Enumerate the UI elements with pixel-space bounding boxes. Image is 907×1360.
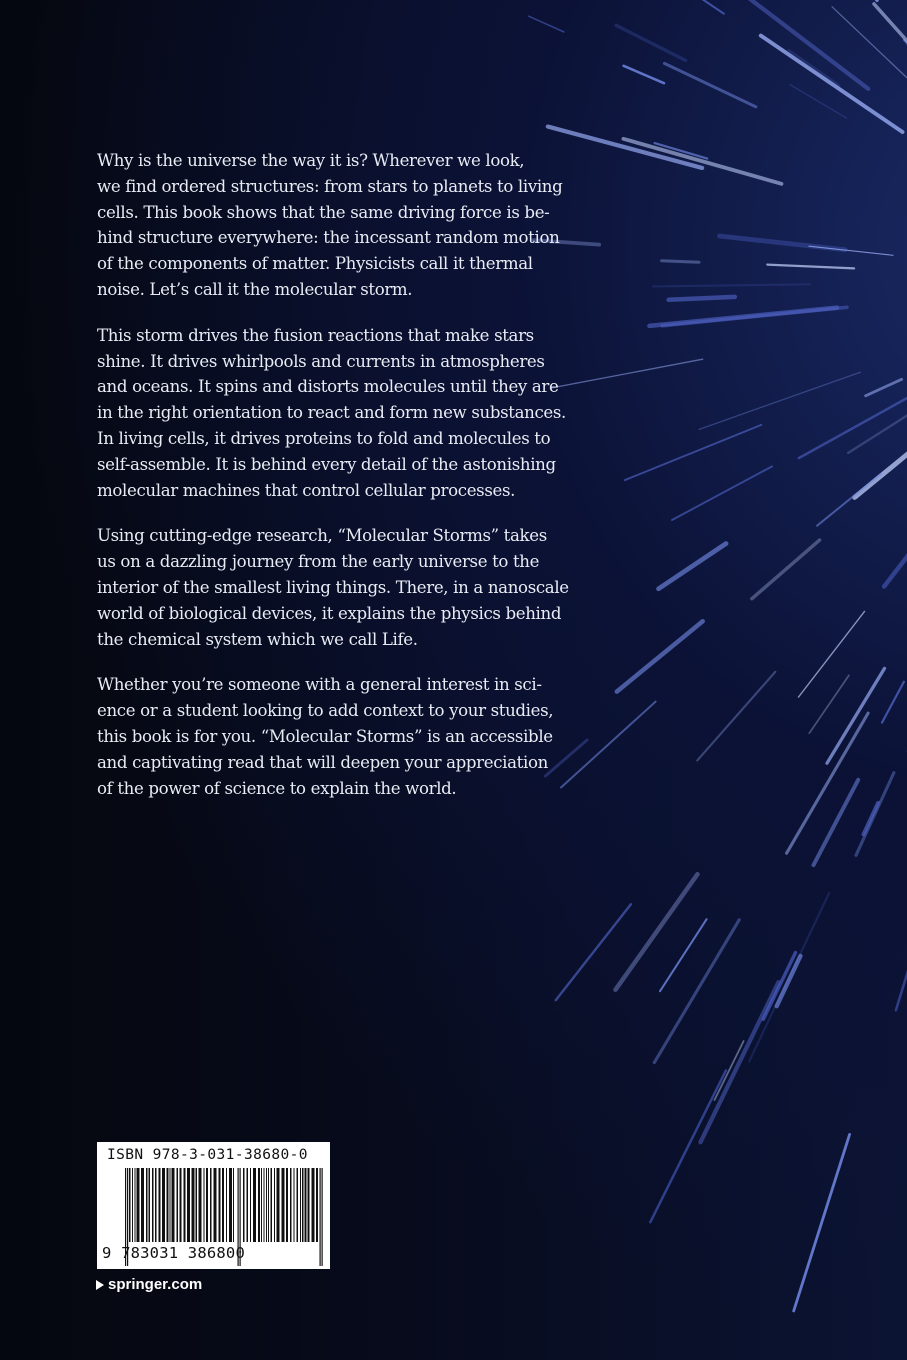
barcode-bar [206,1168,208,1242]
barcode-bar [268,1168,269,1242]
barcode-bar [137,1168,140,1242]
barcode-bar [277,1168,280,1242]
light-streak [789,50,840,85]
barcode-bar [196,1168,198,1242]
barcode-bar [222,1168,224,1242]
barcode-bar [187,1168,190,1242]
light-streak [701,982,779,1142]
barcode-bar [172,1168,175,1242]
barcode-bar [199,1168,202,1242]
light-streak [809,675,849,733]
barcode-bar [312,1168,315,1242]
light-streak [827,668,885,763]
light-streak [659,544,727,589]
barcode-bar [271,1168,273,1242]
blurb-paragraph-3: Using cutting-edge research, “Molecular Storms” takes us on a dazzling journey from the early universe to the interior of the smallest living things. There, in a nanoscale world of biological devices, it explains the physics behind the chemical system which we call Life. [97,526,569,649]
light-streak [699,372,860,429]
barcode-guard-bar [320,1168,321,1266]
barcode-bar [214,1168,217,1242]
light-streak [761,36,903,132]
barcode-bar [297,1168,299,1242]
barcode-bar [258,1168,260,1242]
light-streak [624,66,664,83]
barcode-bar [184,1168,186,1242]
light-streak [654,920,739,1063]
light-streak [669,297,735,300]
barcode-bar [282,1168,285,1242]
light-streak [672,466,772,520]
light-streak [763,953,795,1020]
light-streak [662,261,699,263]
barcode-bar [155,1168,157,1242]
light-streak [896,950,907,1010]
ean-digits: 9 783031 386800 [102,1244,245,1262]
barcode-bar [146,1168,148,1242]
barcode-bar [274,1168,275,1242]
barcode-bar [243,1168,245,1242]
barcode-bar [300,1168,301,1242]
barcode-bar [253,1168,256,1242]
barcode-bar [261,1168,262,1242]
barcode-bar [135,1168,136,1242]
light-streak [650,1071,726,1223]
light-streak [617,621,703,691]
blurb-paragraph-1: Why is the universe the way it is? Wherever we look, we find ordered structures: from stars to planets to living cells. This book shows that the same driving force is be- hind structure everywhere: the incessant random motion of the components of matter. Physicists call it thermal noise. Let’s call it the molecular storm. [97,151,563,299]
light-streak [874,4,907,64]
light-streak [882,682,904,723]
light-streak [832,7,906,78]
barcode-bar [129,1168,131,1242]
barcode-bar [192,1168,195,1242]
barcode-bar [219,1168,221,1242]
barcode-bar [167,1168,169,1242]
light-streak [884,456,907,587]
light-streak [809,246,893,255]
light-streak [662,307,847,326]
light-streak [625,425,762,480]
barcode-bar [266,1168,267,1242]
barcode-bar [305,1168,307,1242]
barcode-bar [170,1168,171,1242]
light-streak [863,803,878,835]
light-streak [529,16,564,32]
barcode-bar [162,1168,165,1242]
barcode-bar [308,1168,310,1242]
barcode-bar [152,1168,154,1242]
website-label: springer.com [108,1276,203,1293]
barcode-bar [159,1168,161,1242]
light-streak [794,1134,850,1311]
barcode-bar [286,1168,288,1242]
barcode-bar [316,1168,318,1242]
light-streak [856,773,894,856]
light-streak [616,25,685,60]
isbn-label: ISBN 978-3-031-38680-0 [107,1147,308,1163]
barcode-bar [247,1168,249,1242]
blurb-paragraph-2: This storm drives the fusion reactions that make stars shine. It drives whirlpools and currents in atmospheres and oceans. It spins and distorts molecules until they are in the right orientation to react and form new substances. In living cells, it drives proteins to fold and molecules to self-assemble. It is behind every detail of the astonishing molecular machines that control cellular processes. [97,325,566,500]
barcode-bar [226,1168,227,1242]
barcode-bar [177,1168,179,1242]
barcode-bar [180,1168,182,1242]
light-streak [767,265,854,269]
light-streak [697,672,775,761]
light-streak [653,284,810,286]
publisher-website[interactable] [96,1276,202,1293]
barcode-bar [132,1168,133,1242]
light-streak [616,874,698,990]
light-streak [623,139,781,184]
barcode-bar [141,1168,144,1242]
barcode-bar [294,1168,295,1242]
light-streak [735,0,868,89]
light-streak [715,1041,744,1100]
light-streak [799,611,865,697]
light-streak [866,379,902,396]
light-streak [660,919,707,991]
light-streak [664,63,755,106]
barcode-bar [290,1168,292,1242]
isbn-barcode [97,1142,330,1269]
barcode-guard-bar [322,1168,323,1266]
barcode-bar [233,1168,234,1242]
barcode-bar [229,1168,232,1242]
barcode-bar [210,1168,212,1242]
barcode-bar [250,1168,251,1242]
blurb-text [97,148,579,821]
barcode-bar [204,1168,205,1242]
light-streak [752,540,820,599]
light-streak [601,0,724,14]
barcode-bar [302,1168,304,1242]
blurb-paragraph-4: Whether you’re someone with a general interest in sci- ence or a student looking to add context to your studies, this book is for you. “Molecular Storms” is an accessible and captivating read that will deepen your appreciation of the power of science to explain the world. [97,675,554,798]
light-streak [817,474,881,526]
barcode-bar [149,1168,151,1242]
right-triangle-arrow-icon [96,1280,104,1290]
barcode-bar [264,1168,265,1242]
